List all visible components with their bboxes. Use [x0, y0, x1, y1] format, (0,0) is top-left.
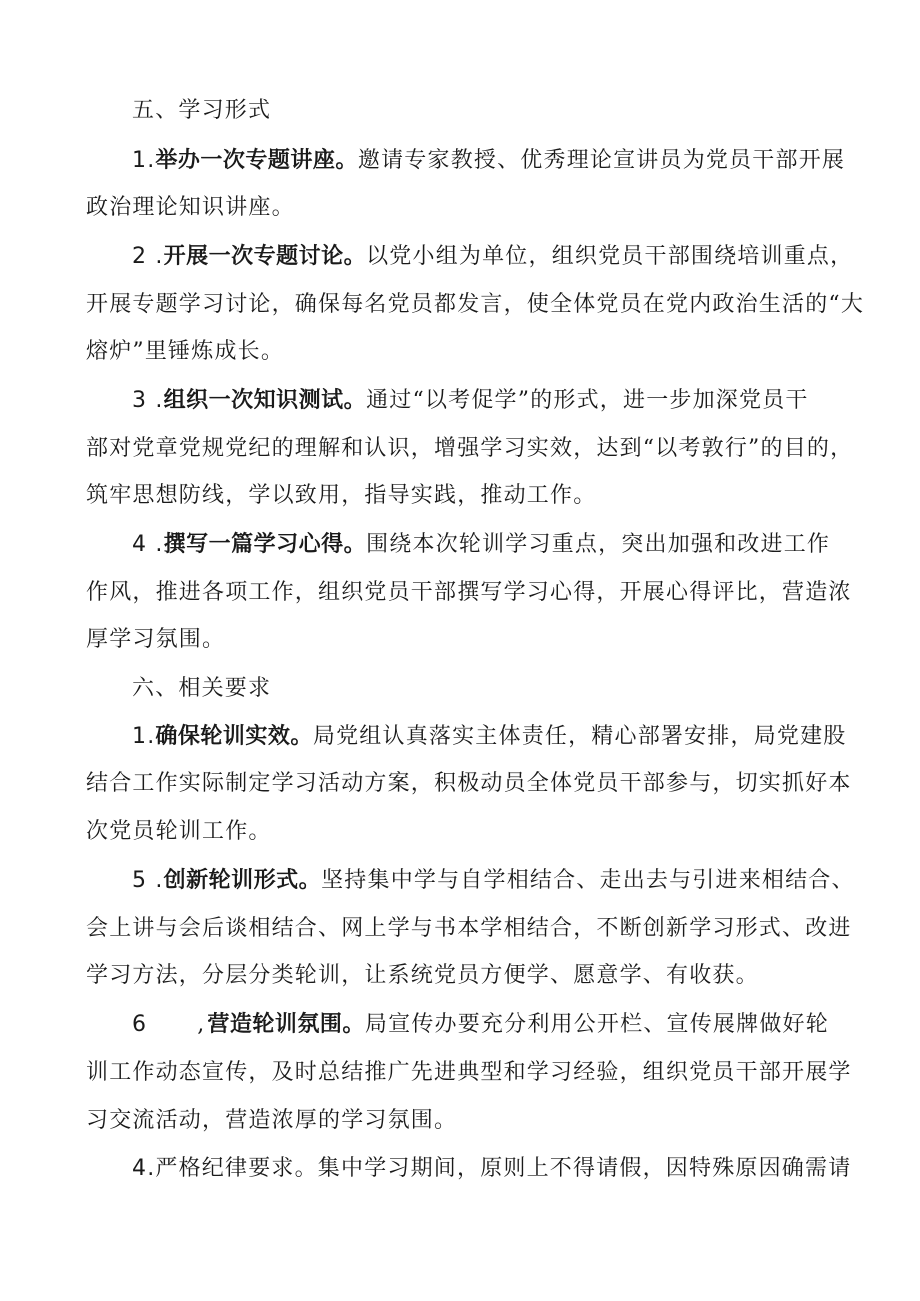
- item-1-line-2: [86, 193, 846, 223]
- section-heading-six: [132, 674, 846, 704]
- item-2-line-3: [86, 337, 846, 367]
- item-title: 创新轮训形式。: [163, 868, 322, 893]
- item-number: 1.: [132, 724, 156, 749]
- req-3-line-3: [86, 1106, 846, 1136]
- section-heading-text: 五、学习形式: [132, 98, 272, 123]
- item-number: 2 .: [132, 244, 164, 269]
- item-number: 4.: [132, 1156, 156, 1181]
- req-4-line-1: [132, 1154, 852, 1184]
- section-heading-text: 六、相关要求: [132, 676, 272, 701]
- item-2-line-2: [86, 290, 865, 320]
- item-title: 开展一次专题讨论。: [163, 244, 367, 269]
- item-1-line-1: [132, 146, 846, 176]
- item-text: 次党员轮训工作。: [86, 819, 272, 844]
- item-number: 6: [132, 1012, 148, 1037]
- item-text: 熔炉”里锤炼成长。: [86, 339, 285, 364]
- item-text: 局宣传办要充分利用公开栏、宣传展牌做好轮: [364, 1012, 829, 1037]
- item-text: 筑牢思想防线，学以致用，指导实践，推动工作。: [86, 483, 597, 508]
- item-separator: ,: [197, 1012, 206, 1037]
- item-title: 严格纪律要求。: [155, 1156, 318, 1181]
- req-2-line-3: [86, 961, 846, 991]
- item-text: 会上讲与会后谈相结合、网上学与书本学相结合，不断创新学习形式、改进: [86, 916, 852, 941]
- item-text: 邀请专家教授、优秀理论宣讲员为党员干部开展: [357, 148, 846, 173]
- item-text: 习交流活动，营造浓厚的学习氛围。: [86, 1108, 458, 1133]
- item-title: 举办一次专题讲座。: [155, 148, 358, 173]
- item-number: 1.: [132, 148, 156, 173]
- item-text: 围绕本次轮训学习重点，突出加强和改进工作: [366, 532, 831, 557]
- req-1-line-2: [86, 769, 852, 799]
- item-text: 开展专题学习讨论，确保每名党员都发言，使全体党员在党内政治生活的“大: [86, 292, 865, 317]
- item-title: 营造轮训氛围。: [207, 1012, 365, 1037]
- item-number: 5 .: [132, 868, 164, 893]
- item-title: 撰写一篇学习心得。: [163, 532, 367, 557]
- req-2-line-1: [132, 866, 855, 896]
- item-3-line-3: [86, 481, 846, 511]
- item-text: 厚学习氛围。: [86, 627, 226, 652]
- item-text: 局党组认真落实主体责任，精心部署安排，局党建股: [312, 724, 847, 749]
- item-text: 结合工作实际制定学习活动方案，积极动员全体党员干部参与，切实抓好本: [86, 771, 852, 796]
- item-3-line-1: [132, 386, 846, 416]
- item-text: 训工作动态宣传，及时总结推广先进典型和学习经验，组织党员干部开展学: [86, 1060, 852, 1085]
- section-heading-five: [132, 96, 846, 126]
- item-title: 组织一次知识测试。: [163, 388, 367, 413]
- item-text: 集中学习期间，原则上不得请假，因特殊原因确需请: [317, 1156, 852, 1181]
- req-1-line-3: [86, 817, 846, 847]
- item-title: 确保轮训实效。: [155, 724, 313, 749]
- item-text: 学习方法，分层分类轮训，让系统党员方便学、愿意学、有收获。: [86, 963, 759, 988]
- item-text: 坚持集中学与自学相结合、走出去与引进来相结合、: [321, 868, 855, 893]
- item-text: 作风，推进各项工作，组织党员干部撰写学习心得，开展心得评比，营造浓: [86, 580, 852, 605]
- req-3-line-1: [132, 1010, 846, 1040]
- req-1-line-1: [132, 722, 846, 752]
- item-2-line-1: [132, 242, 854, 272]
- item-4-line-3: [86, 625, 846, 655]
- item-number: 3 .: [132, 388, 164, 413]
- req-3-line-2: [86, 1058, 852, 1088]
- item-text: 部对党章党规党纪的理解和认识，增强学习实效，达到“以考敦行”的目的，: [86, 436, 854, 461]
- item-number: 4 .: [132, 532, 164, 557]
- item-text: 政治理论知识讲座。: [86, 195, 295, 220]
- item-text: 以党小组为单位，组织党员干部围绕培训重点，: [366, 244, 854, 269]
- item-3-line-2: [86, 434, 854, 464]
- item-text: 通过“以考促学”的形式，进一步加深党员干: [366, 388, 809, 413]
- item-4-line-2: [86, 578, 852, 608]
- req-2-line-2: [86, 914, 852, 944]
- item-4-line-1: [132, 530, 846, 560]
